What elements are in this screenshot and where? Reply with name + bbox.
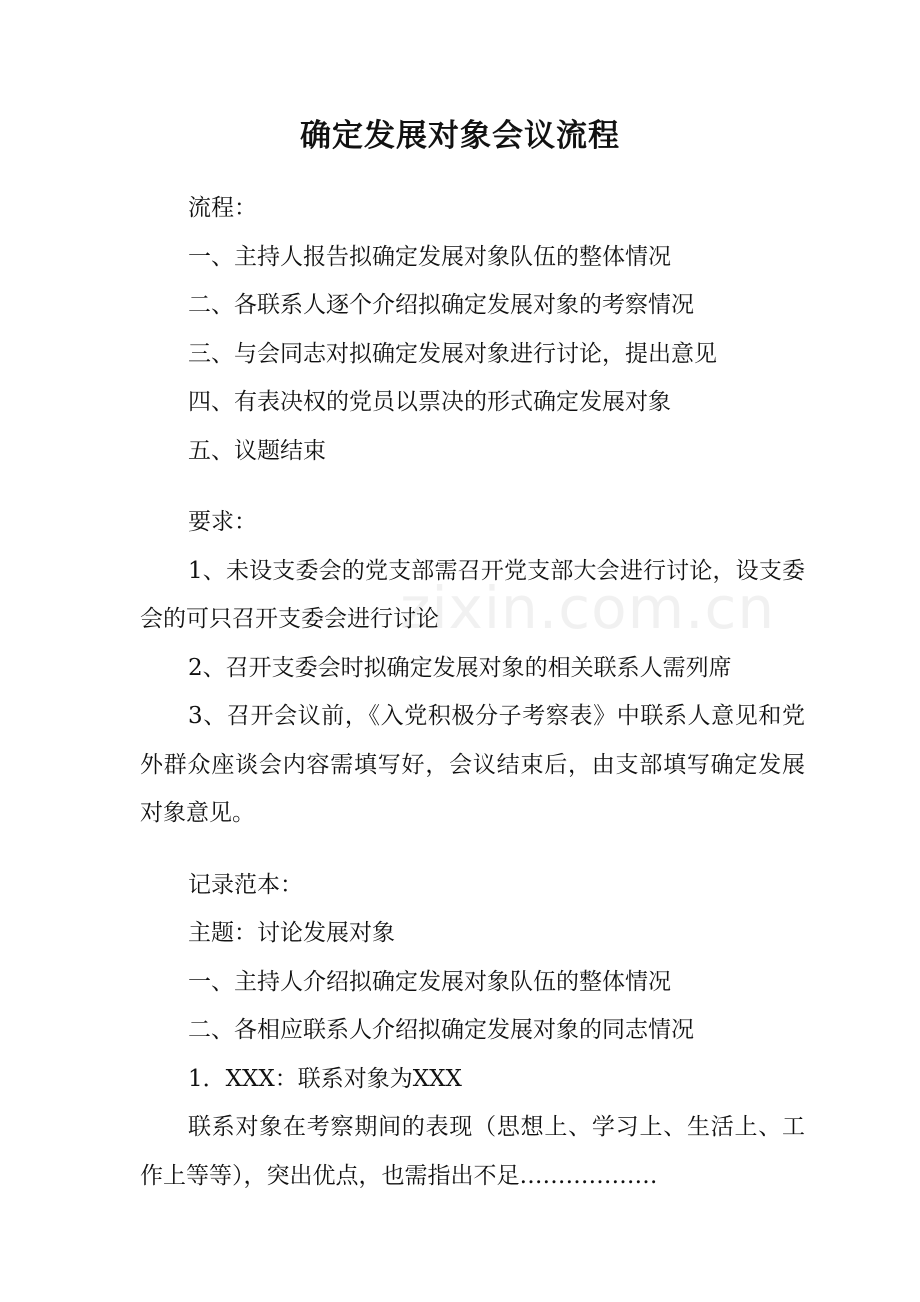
paragraph: 三、与会同志对拟确定发展对象进行讨论，提出意见	[188, 340, 717, 367]
watermark: zixin.com.cn	[400, 574, 776, 642]
section-record-template	[140, 861, 805, 1201]
paragraph: 主题：讨论发展对象	[188, 920, 395, 946]
paragraph: 记录范本：	[188, 871, 303, 898]
paragraph: 一、主持人报告拟确定发展对象队伍的整体情况	[188, 243, 671, 270]
paragraph: 四、有表决权的党员以票决的形式确定发展对象	[188, 389, 671, 415]
paragraph: 要求：	[188, 509, 257, 535]
section-requirements	[140, 498, 805, 838]
paragraph: 五、议题结束	[188, 437, 326, 464]
paragraph: 1、未设支委会的党支部需召开党支部大会进行讨论，设支委会的可只召开支委会进行讨论	[140, 557, 805, 632]
paragraph: 二、各相应联系人介绍拟确定发展对象的同志情况	[188, 1017, 694, 1043]
section-process	[140, 184, 805, 475]
document-body	[140, 184, 805, 1200]
paragraph: 联系对象在考察期间的表现（思想上、学习上、生活上、工作上等等），突出优点，也需指出不足………………	[140, 1114, 805, 1189]
paragraph: 流程：	[188, 195, 257, 221]
paragraph: 1．XXX：联系对象为XXX	[188, 1065, 462, 1092]
document-title: 确定发展对象会议流程	[300, 118, 620, 154]
paragraph: 一、主持人介绍拟确定发展对象队伍的整体情况	[188, 968, 671, 995]
paragraph: 2、召开支委会时拟确定发展对象的相关联系人需列席	[188, 654, 732, 681]
paragraph: 3、召开会议前，《入党积极分子考察表》中联系人意见和党外群众座谈会内容需填写好，会议结束后，由支部填写确定发展对象意见。	[140, 703, 805, 826]
paragraph: 二、各联系人逐个介绍拟确定发展对象的考察情况	[188, 292, 694, 318]
